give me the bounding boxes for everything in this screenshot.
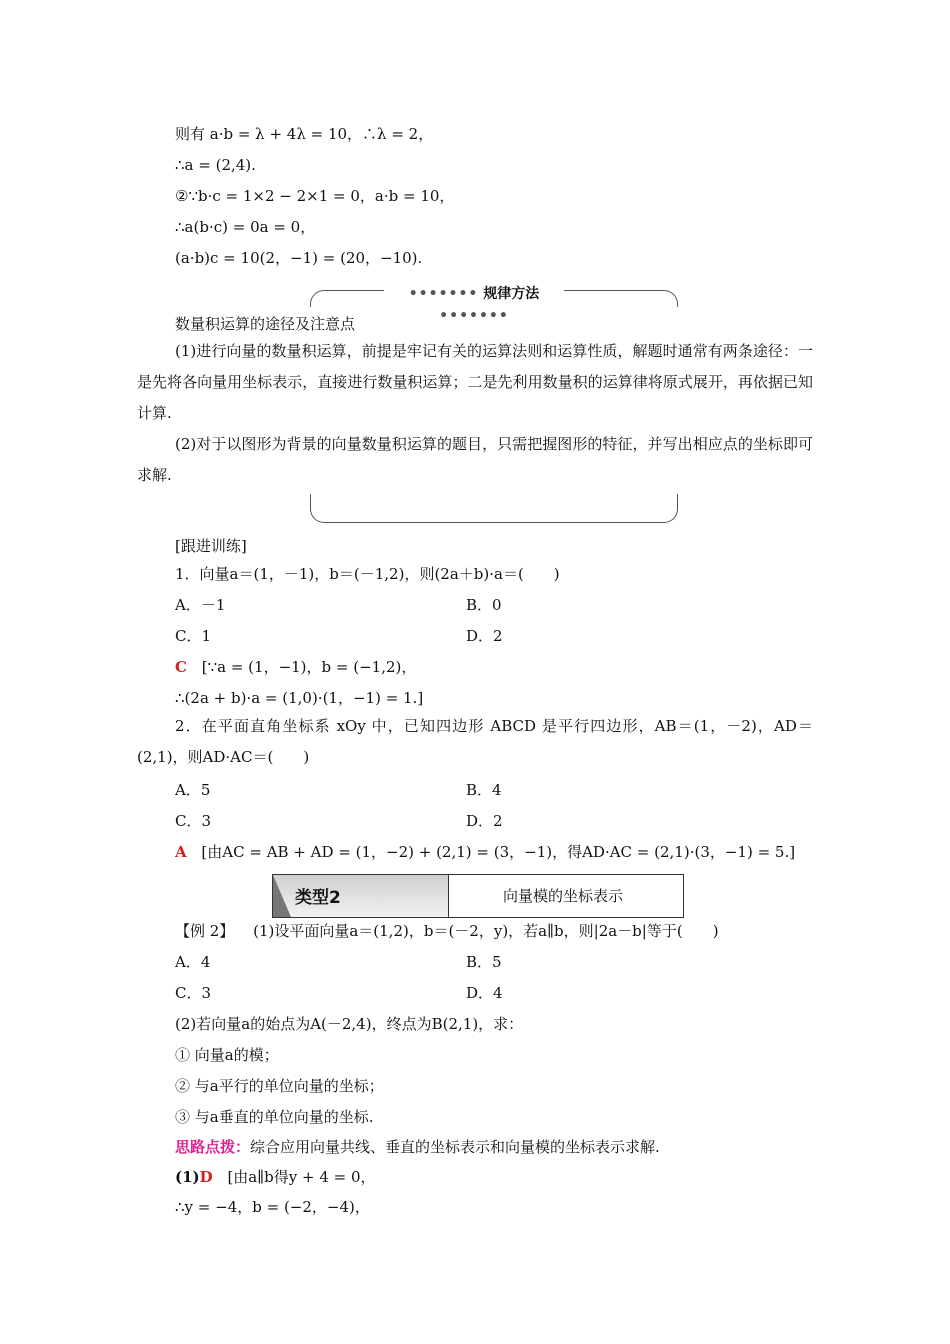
type-banner-left: [273, 875, 449, 917]
answer-text-1: [由a∥b得y + 4 = 0，: [227, 1168, 376, 1186]
example-option-d: D．4: [466, 984, 503, 1002]
practice-q2: 2．在平面直角坐标系 xOy 中，已知四边形 ABCD 是平行四边形，AB＝(1，－2)，AD＝(2,1)，则AD·AC＝( ): [137, 717, 813, 766]
example-option-a: A．4: [175, 953, 211, 971]
answer-line-2: ∴y = −4，b = (−2，−4)，: [175, 1198, 370, 1216]
answer-number: (1): [175, 1168, 200, 1186]
practice-header: [跟进训练]: [175, 537, 247, 555]
q1-solution-line-1: [175, 657, 416, 677]
q2-option-d: D．2: [466, 812, 503, 830]
solution-line-5: (a·b)c = 10(2，−1) = (20，−10).: [175, 249, 423, 267]
type-title: 向量模的坐标表示: [503, 887, 624, 905]
solution-line-4: ∴a(b·c) = 0a = 0，: [175, 218, 316, 236]
q2-option-b: B．4: [466, 781, 502, 799]
example-q1-text: (1)设平面向量a＝(1,2)，b＝(－2，y)，若a∥b，则|2a－b|等于( ): [253, 922, 719, 940]
answer-letter: D: [199, 1168, 213, 1186]
example-sub-1: ① 向量a的模；: [175, 1046, 279, 1064]
answer-line-1: [175, 1167, 376, 1187]
q1-option-b: B．0: [466, 596, 502, 614]
method-frame-bottom: [310, 494, 678, 523]
q2-solution-text: [由AC = AB + AD = (1，−2) + (2,1) = (3，−1)，得AD·AC = (2,1)·(3，−1) = 5.]: [201, 843, 796, 861]
type-banner-triangle: [273, 875, 291, 917]
solution-line-1: 则有 a·b = λ + 4λ = 10，∴λ = 2，: [175, 125, 434, 143]
dots-left: •••••••: [408, 286, 479, 302]
example-question-2: (2)若向量a的始点为A(－2,4)，终点为B(2,1)，求：: [175, 1015, 524, 1033]
q1-option-a: A．－1: [175, 596, 226, 614]
example-head: 【例 2】: [175, 922, 235, 940]
hint-line: [175, 1137, 660, 1157]
solution-line-3: ②∵b·c = 1×2 − 2×1 = 0，a·b = 10，: [175, 187, 455, 205]
method-frame-title: [384, 283, 564, 324]
method-paragraph-2: (2)对于以图形为背景的向量数量积运算的题目，只需把握图形的特征，并写出相应点的坐标即可求解.: [137, 435, 813, 484]
method-paragraph-1: (1)进行向量的数量积运算，前提是牢记有关的运算法则和运算性质，解题时通常有两条途径：一是先将各向量用坐标表示，直接进行数量积运算；二是先利用数量积的运算律将原式展开，再依据已知计算.: [137, 342, 813, 422]
hint-text: 综合应用向量共线、垂直的坐标表示和向量模的坐标表示求解.: [250, 1138, 660, 1156]
type-label: 类型2: [295, 888, 341, 908]
q2-option-a: A．5: [175, 781, 211, 799]
dots-right: •••••••: [439, 308, 509, 324]
q1-solution-line-2: ∴(2a + b)·a = (1,0)·(1，−1) = 1.]: [175, 689, 424, 707]
hint-label: 思路点拨：: [175, 1138, 251, 1156]
type-banner: [272, 874, 684, 918]
example-question-1: [175, 921, 719, 941]
practice-q1: 1．向量a＝(1，－1)，b＝(－1,2)，则(2a＋b)·a＝( ): [175, 565, 560, 583]
q2-solution: [175, 842, 795, 862]
method-heading: 数量积运算的途径及注意点: [175, 315, 356, 333]
example-option-c: C．3: [175, 984, 212, 1002]
example-sub-3: ③ 与a垂直的单位向量的坐标.: [175, 1108, 374, 1126]
q1-solution-text: [∵a = (1，−1)，b = (−1,2)，: [201, 658, 417, 676]
q1-option-c: C．1: [175, 627, 212, 645]
q2-option-c: C．3: [175, 812, 212, 830]
example-sub-2: ② 与a平行的单位向量的坐标；: [175, 1077, 384, 1095]
method-title: 规律方法: [483, 286, 540, 302]
solution-line-2: ∴a = (2,4).: [175, 156, 256, 174]
q1-option-d: D．2: [466, 627, 503, 645]
q1-answer: C: [175, 658, 187, 676]
q2-answer: A: [175, 843, 187, 861]
example-option-b: B．5: [466, 953, 502, 971]
